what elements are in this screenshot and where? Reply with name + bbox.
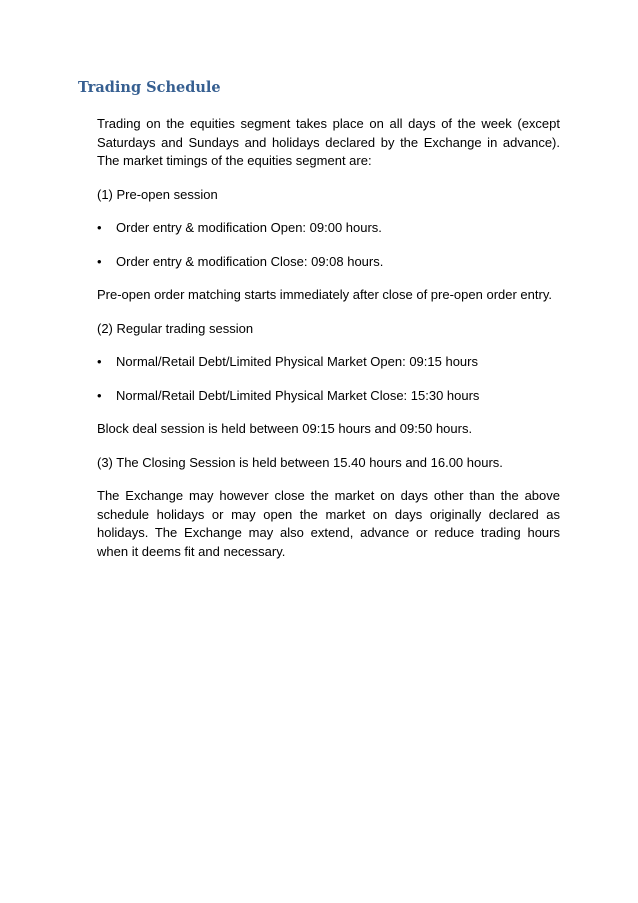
closing-session-paragraph: (3) The Closing Session is held between 15.40 hours and 16.00 hours. — [97, 454, 503, 470]
list-item-text: Order entry & modification Close: 09:08 hours. — [116, 253, 384, 269]
list-item-text: Order entry & modification Open: 09:00 hours. — [116, 220, 382, 235]
list-item — [97, 253, 560, 272]
bullet-icon: • — [97, 387, 102, 403]
list-item — [97, 219, 560, 238]
document-body — [97, 115, 560, 576]
list-item — [97, 387, 560, 406]
page-title: Trading Schedule — [78, 79, 221, 96]
list-item — [97, 353, 560, 372]
preopen-note: Pre-open order matching starts immediately after close of pre-open order entry. — [97, 287, 552, 302]
bullet-icon: • — [97, 354, 102, 369]
closing-note-paragraph: The Exchange may however close the market on days other than the above schedule holidays or may open the market on days originally declared as holidays. The Exchange may also extend, advance or reduce trading hours when it deems fit and necessary. — [97, 488, 560, 559]
list-item-text: Normal/Retail Debt/Limited Physical Market Open: 09:15 hours — [116, 354, 478, 369]
preopen-heading: (1) Pre-open session — [97, 186, 218, 202]
intro-paragraph: Trading on the equities segment takes place on all days of the week (except Saturdays and Sundays and holidays declared by the Exchange in advance). The market timings of the equities segment are: — [97, 116, 560, 168]
regular-heading: (2) Regular trading session — [97, 320, 254, 336]
bullet-icon: • — [97, 253, 102, 269]
block-deal-paragraph: Block deal session is held between 09:15 hours and 09:50 hours. — [97, 421, 473, 436]
bullet-icon: • — [97, 220, 102, 235]
list-item-text: Normal/Retail Debt/Limited Physical Market Close: 15:30 hours — [116, 387, 480, 403]
